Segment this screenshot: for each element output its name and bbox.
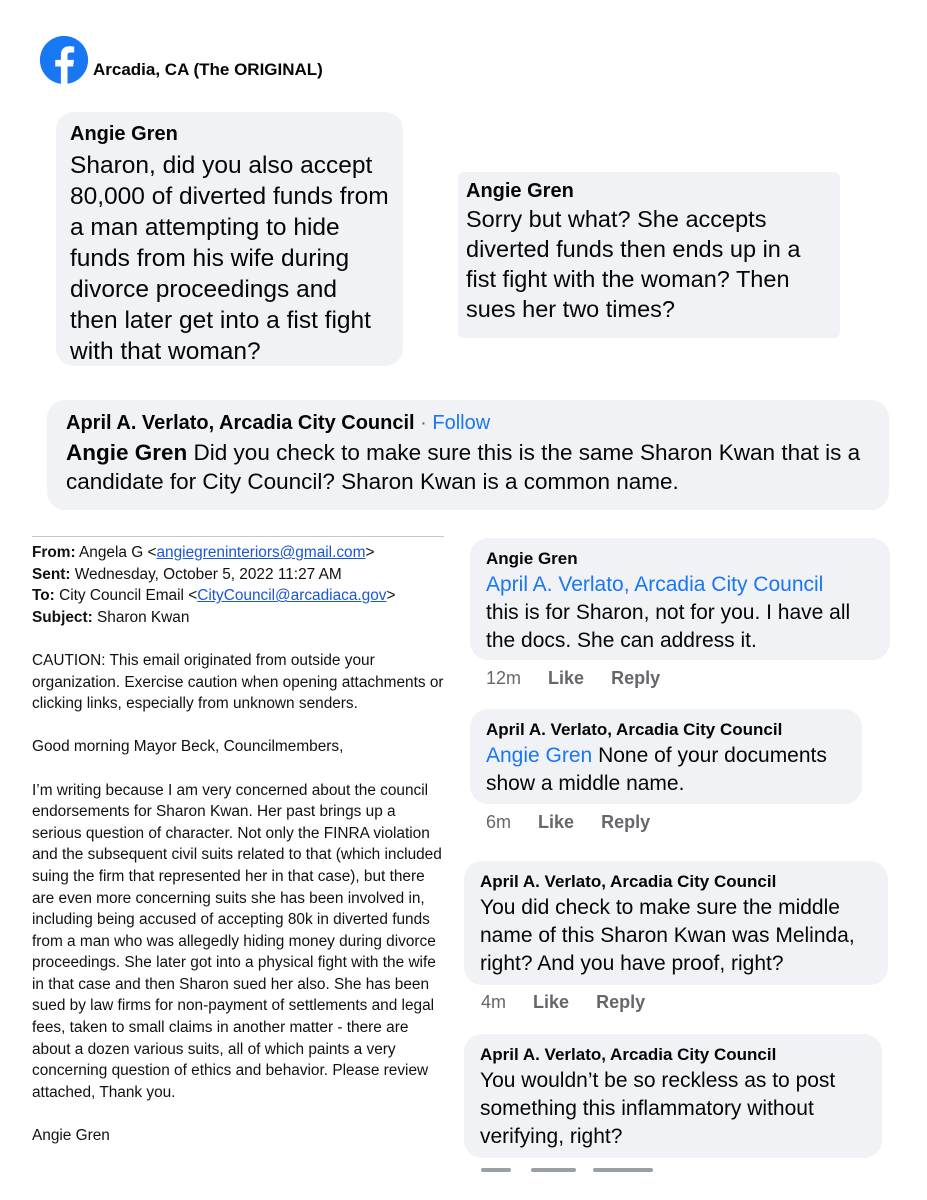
reply-button[interactable]: Reply bbox=[601, 812, 651, 832]
comment-author[interactable]: April A. Verlato, Arcadia City Council bbox=[66, 412, 415, 434]
email-header bbox=[32, 542, 444, 628]
comment-actions bbox=[486, 812, 672, 833]
comment-author[interactable]: April A. Verlato, Arcadia City Council bbox=[486, 720, 783, 739]
mention-link[interactable]: Angie Gren bbox=[486, 744, 593, 767]
to-email-link[interactable]: CityCouncil@arcadiaca.gov bbox=[197, 587, 387, 605]
reply-button[interactable]: Reply bbox=[596, 992, 646, 1012]
reply-bubble bbox=[464, 861, 888, 985]
comment-text bbox=[486, 742, 846, 798]
like-button[interactable]: Like bbox=[548, 668, 585, 688]
comment-author[interactable]: Angie Gren bbox=[486, 549, 578, 568]
comment-bubble bbox=[458, 172, 840, 338]
to-label: To: bbox=[32, 587, 55, 605]
reply-button[interactable]: Reply bbox=[611, 668, 661, 688]
reply-bubble bbox=[470, 709, 862, 804]
comment-text: Sorry but what? She accepts diverted funds then ends up in a fist fight with the woman? Then sues her two times? bbox=[466, 206, 801, 322]
from-name: Angela G < bbox=[79, 544, 157, 561]
subject-label: Subject: bbox=[32, 608, 93, 626]
comment-author[interactable]: April A. Verlato, Arcadia City Council bbox=[480, 872, 777, 891]
cropped-text bbox=[531, 1168, 576, 1172]
email-signature: Angie Gren bbox=[32, 1127, 110, 1145]
like-button[interactable]: Like bbox=[533, 992, 570, 1012]
email-body: I’m writing because I am very concerned about the council endorsements for Sharon Kwan. Her past brings up a serious question of character. Not only the FINRA violation and the subsequent civil suits related to that (which included suing the firm that represented her in that case), but there are even more concerning suits she has been involved in, including being accused of accepting 80k in diverted funds from a man who was allegedly hiding money during divorce proceedings. She later got into a physical fight with the wife in that case and then Sharon sued her also. She has been sued by law firms for non-payment of settlements and legal fees, taken to small claims in another matter - there are about a dozen various suits, all of which paints a very concerning question of ethics and behavior. Please review attached, Thank you. bbox=[32, 781, 442, 1101]
comment-actions bbox=[486, 668, 682, 689]
reply-bubble bbox=[470, 538, 890, 660]
email-greeting: Good morning Mayor Beck, Councilmembers, bbox=[32, 738, 344, 756]
group-name[interactable]: Arcadia, CA (The ORIGINAL) bbox=[93, 60, 323, 79]
like-button[interactable]: Like bbox=[538, 812, 575, 832]
comment-text: Sharon, did you also accept 80,000 of diverted funds from a man attempting to hide funds from his wife during divorce proceedings and then later get into a fist fight with that woman? bbox=[70, 152, 389, 365]
comment-time: 4m bbox=[481, 992, 507, 1012]
email-screenshot bbox=[32, 538, 444, 1168]
comment-time: 12m bbox=[486, 668, 522, 688]
comment-text: You wouldn’t be so reckless as to post something this inflammatory without verifying, right? bbox=[480, 1069, 836, 1148]
facebook-icon bbox=[40, 36, 88, 84]
mention-link[interactable]: Angie Gren bbox=[66, 440, 188, 465]
separator-dot: · bbox=[420, 412, 427, 434]
to-name: City Council Email < bbox=[59, 587, 198, 605]
cropped-text bbox=[593, 1168, 653, 1172]
divider bbox=[32, 536, 444, 537]
comment-author[interactable]: Angie Gren bbox=[70, 123, 178, 145]
cropped-actions bbox=[481, 1164, 711, 1174]
caution-text: CAUTION: This email originated from outside your organization. Exercise caution when opening attachments or clicking links, especially from unknown senders. bbox=[32, 651, 444, 713]
bracket: > bbox=[365, 544, 375, 561]
comment-text: this is for Sharon, not for you. I have all the docs. She can address it. bbox=[486, 601, 851, 652]
comment-author[interactable]: April A. Verlato, Arcadia City Council bbox=[480, 1045, 777, 1064]
follow-button[interactable]: Follow bbox=[432, 412, 491, 434]
comment-bubble bbox=[56, 112, 403, 366]
comment-author[interactable]: Angie Gren bbox=[466, 180, 574, 202]
comment-body: Did you check to make sure this is the same Sharon Kwan that is a candidate for City Council? Sharon Kwan is a common name. bbox=[66, 440, 861, 494]
comment-body: None of your documents show a middle name. bbox=[486, 744, 827, 795]
reply-bubble bbox=[464, 1034, 882, 1158]
from-label: From: bbox=[32, 544, 76, 561]
mention-link[interactable]: April A. Verlato, Arcadia City Council bbox=[486, 573, 824, 596]
bracket: > bbox=[386, 587, 396, 605]
comment-time: 6m bbox=[486, 812, 512, 832]
comment-text bbox=[66, 438, 870, 496]
comment-bubble bbox=[47, 400, 889, 510]
comment-text: You did check to make sure the middle name of this Sharon Kwan was Melinda, right? And you have proof, right? bbox=[480, 896, 855, 975]
sent-label: Sent: bbox=[32, 565, 71, 583]
sent-value: Wednesday, October 5, 2022 11:27 AM bbox=[74, 565, 342, 583]
comment-actions bbox=[481, 992, 667, 1013]
from-email-link[interactable]: angiegreninteriors@gmail.com bbox=[156, 544, 366, 561]
cropped-text bbox=[481, 1168, 511, 1172]
subject-value: Sharon Kwan bbox=[97, 608, 190, 626]
